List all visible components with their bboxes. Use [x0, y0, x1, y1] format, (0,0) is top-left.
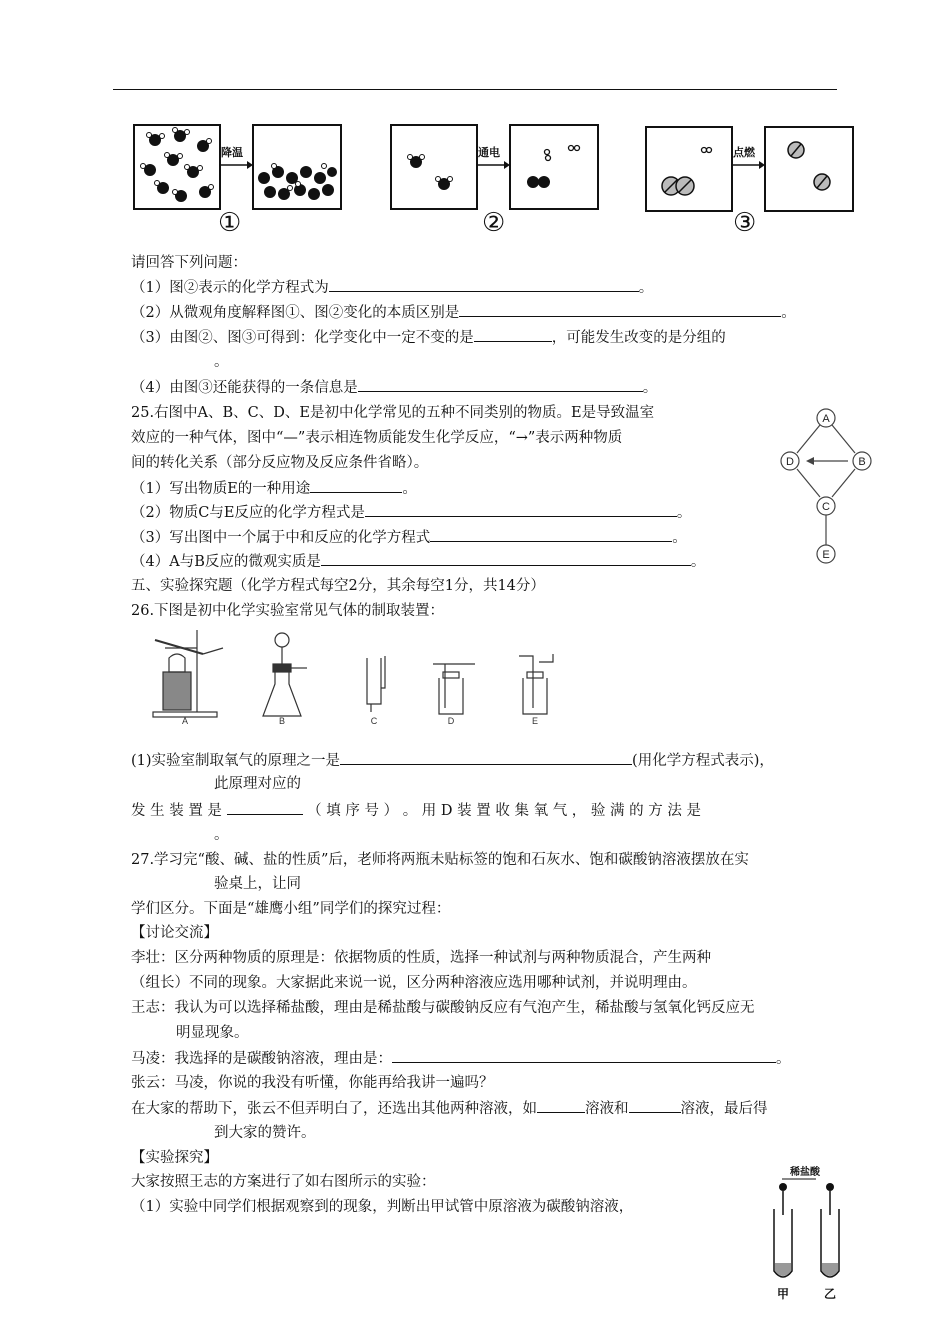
q26-apparatus	[145, 628, 565, 728]
apparatus-e	[519, 654, 553, 714]
q25-p4-answer-blank[interactable]	[321, 551, 691, 566]
q25-part1: （1）写出物质E的一种用途 。	[131, 478, 417, 499]
apparatus-c	[367, 656, 385, 712]
q24-part2: （2）从微观角度解释图①、图②变化的本质区别是 。	[131, 302, 796, 323]
q24-intro: 请回答下列问题：	[131, 255, 247, 271]
apparatus-label-c: C	[370, 716, 378, 726]
q27-lizhuang-1: 李壮：区分两种物质的原理是：依据物质的性质，选择一种试剂与两种物质混合，产生两种	[131, 950, 711, 966]
node-d: D	[786, 456, 794, 468]
q25-part3: （3）写出图中一个属于中和反应的化学方程式 。	[131, 527, 687, 548]
tube-label-yi: 乙	[824, 1287, 837, 1301]
q25-relation-diagram	[776, 405, 876, 575]
q27-lizhuang-2: （组长）不同的现象。大家据此来说一说，区分两种溶液应选用哪种试剂，并说明理由。	[131, 975, 697, 991]
node-e: E	[822, 549, 830, 561]
node-a: A	[822, 413, 830, 425]
q26-title: 26.下图是初中化学实验室常见气体的制取装置：	[131, 603, 445, 619]
q24-p2-answer-blank[interactable]	[459, 302, 781, 317]
fig1-right-molecules	[254, 126, 340, 208]
q26-part1: (1)实验室制取氧气的原理之一是 (用化学方程式表示)，	[131, 750, 774, 771]
q27-maling-answer-blank[interactable]	[392, 1048, 776, 1063]
tube-reagent-label: 稀盐酸	[790, 1167, 820, 1178]
node-c: C	[822, 501, 830, 513]
q24-p1-answer-blank[interactable]	[329, 277, 639, 292]
q27-zhangyun: 张云：马凌，你说的我没有听懂，你能再给我讲一遍吗？	[131, 1075, 494, 1091]
fig2-arrow-label: 通电	[478, 146, 500, 159]
q27-line1: 27.学习完“酸、碱、盐的性质”后，老师将两瓶未贴标签的饱和石灰水、饱和碳酸钠溶液摆放在实	[131, 852, 749, 868]
q27-discussion-heading: 【讨论交流】	[131, 925, 218, 941]
q27-maling: 马凌：我选择的是碳酸钠溶液，理由是： 。	[131, 1048, 791, 1069]
q25-p1-answer-blank[interactable]	[310, 478, 402, 493]
q26-p1-answer-blank[interactable]	[340, 750, 632, 765]
q25-line3: 间的转化关系（部分反应物及反应条件省略）。	[131, 455, 429, 471]
q26-part1-cont: 此原理对应的	[214, 776, 301, 792]
fig1-number: ①	[218, 208, 242, 238]
q26-part2: 发 生 装 置 是 （ 填 序 号 ） 。 用 D 装 置 收 集 氧 气 ， 验 满 的 方 法 是	[131, 800, 701, 821]
q25-p3-answer-blank[interactable]	[430, 527, 672, 542]
fig3-arrow-label: 点燃	[733, 146, 755, 159]
q27-wangzhi-2: 明显现象。	[176, 1025, 249, 1041]
fig2-right-molecules	[511, 126, 597, 208]
q27-help: 在大家的帮助下，张云不但弄明白了，还选出其他两种溶液，如 溶液和 溶液，最后得	[131, 1098, 768, 1119]
q24-part3: （3）由图②、图③可得到：化学变化中一定不变的是 ，可能发生改变的是分组的	[131, 327, 726, 348]
apparatus-d	[433, 664, 475, 714]
q25-p2-answer-blank[interactable]	[365, 502, 677, 517]
q24-p3-answer-blank[interactable]	[474, 327, 552, 342]
fig1-arrow-label: 降温	[221, 146, 243, 159]
q27-help-2: 到大家的赞许。	[214, 1125, 316, 1141]
q24-p4-answer-blank[interactable]	[358, 377, 643, 392]
q24-part3-end: 。	[214, 354, 229, 370]
apparatus-label-e: E	[531, 716, 539, 726]
apparatus-b	[263, 633, 307, 716]
q27-line3: 学们区分。下面是“雄鹰小组”同学们的探究过程：	[131, 901, 451, 917]
q27-exp-line2: （1）实验中同学们根据观察到的现象，判断出甲试管中原溶液为碳酸钠溶液，	[131, 1199, 634, 1215]
q27-solution2-blank[interactable]	[629, 1098, 681, 1113]
edge-a-b	[832, 425, 855, 453]
q27-experiment-heading: 【实验探究】	[131, 1150, 218, 1166]
q27-exp-line1: 大家按照王志的方案进行了如右图所示的实验：	[131, 1174, 436, 1190]
apparatus-a	[153, 630, 223, 717]
edge-b-c	[832, 469, 855, 497]
q25-part4: （4）A与B反应的微观实质是 。	[131, 551, 705, 572]
q24-part4: （4）由图③还能获得的一条信息是 。	[131, 377, 657, 398]
q24-part1: （1）图②表示的化学方程式为 。	[131, 277, 653, 298]
q25-line1: 25.右图中A、B、C、D、E是初中化学常见的五种不同类别的物质。E是导致温室	[131, 405, 655, 421]
q26-p2-answer-blank[interactable]	[227, 800, 303, 815]
fig3-right-molecules	[766, 128, 852, 210]
q25-line2: 效应的一种气体，图中“—”表示相连物质能发生化学反应，“→”表示两种物质	[131, 430, 623, 446]
edge-a-d	[797, 425, 820, 453]
fig3-number: ③	[733, 208, 757, 238]
fig1-left-molecules	[135, 126, 219, 208]
tube-label-jia: 甲	[777, 1287, 790, 1301]
section5-heading: 五、实验探究题（化学方程式每空2分，其余每空1分，共14分）	[131, 578, 545, 594]
header-rule	[113, 89, 837, 90]
apparatus-label-b: B	[278, 716, 286, 726]
q27-wangzhi-1: 王志：我认为可以选择稀盐酸，理由是稀盐酸与碳酸钠反应有气泡产生，稀盐酸与氢氧化钙反应无	[131, 1000, 755, 1016]
q27-line2: 验桌上，让同	[214, 876, 301, 892]
node-b: B	[858, 456, 866, 468]
fig2-number: ②	[482, 208, 506, 238]
edge-d-c	[797, 469, 820, 497]
q27-solution1-blank[interactable]	[537, 1098, 585, 1113]
fig2-left-molecules	[392, 126, 476, 208]
q27-test-tubes	[770, 1165, 850, 1305]
q26-part2-end: 。	[214, 827, 229, 843]
q25-part2: （2）物质C与E反应的化学方程式是 。	[131, 502, 691, 523]
fig3-left-molecules	[647, 128, 731, 210]
apparatus-label-d: D	[447, 716, 455, 726]
apparatus-label-a: A	[181, 716, 189, 726]
